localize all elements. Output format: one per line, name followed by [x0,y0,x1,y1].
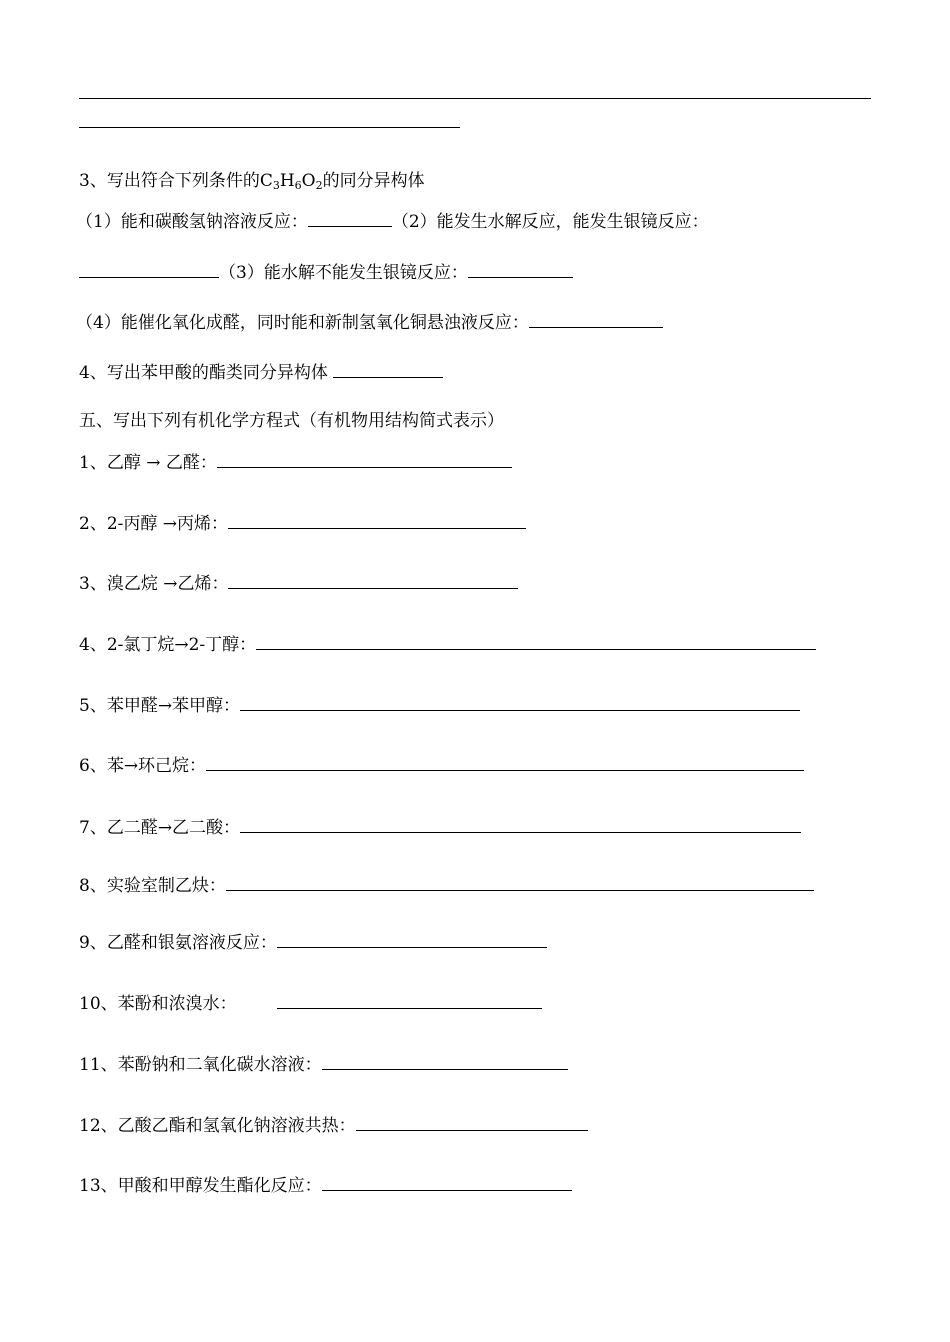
equation-13-label: 13、甲酸和甲醇发生酯化反应： [79,1176,322,1196]
equation-4-label: 4、2-氯丁烷→2-丁醇： [79,635,257,655]
q3-part-4-label: （4）能催化氧化成醛，同时能和新制氢氧化铜悬浊液反应： [76,313,529,333]
equation-10 [79,991,542,1015]
equation-5 [79,693,800,717]
equation-5-label: 5、苯甲醛→苯甲醇： [79,696,241,716]
equation-9-blank[interactable] [277,930,547,948]
equation-8-label: 8、实验室制乙炔： [79,876,226,896]
equation-8-blank[interactable] [226,873,814,891]
q4-label: 4、写出苯甲酸的酯类同分异构体 [79,363,328,383]
equation-6 [79,753,804,777]
equation-11-blank[interactable] [322,1052,568,1070]
equation-4 [79,632,816,656]
equation-13-blank[interactable] [322,1173,572,1191]
answer-line-top-1 [79,98,871,99]
q3-part-2-label: （2）能发生水解反应，能发生银镜反应： [391,212,709,232]
answer-line-top-2 [79,127,460,128]
q4-blank[interactable] [333,360,443,378]
question-4 [79,360,443,384]
equation-7 [79,815,801,839]
equation-12-blank[interactable] [356,1113,588,1131]
equation-4-blank[interactable] [256,632,816,650]
question-3-part-4 [76,310,663,334]
equation-8 [79,873,814,897]
equation-11-label: 11、苯酚钠和二氧化碳水溶液： [79,1055,322,1075]
q3-part-3-label: （3）能水解不能发生银镜反应： [219,263,468,283]
equation-10-blank[interactable] [277,991,542,1009]
equation-5-blank[interactable] [240,693,800,711]
q3-part-2-blank[interactable] [79,260,219,278]
section-5-heading-text: 五、写出下列有机化学方程式（有机物用结构简式表示） [79,411,504,431]
q3-part-1-blank[interactable] [308,209,392,227]
equation-1-blank[interactable] [217,450,512,468]
q3-part-1-label: （1）能和碳酸氢钠溶液反应： [76,212,308,232]
equation-9 [79,930,547,954]
question-3-title [79,170,425,192]
equation-1-label: 1、乙醇 → 乙醛： [79,453,217,473]
q3-title-text: 3、写出符合下列条件的 [79,171,260,191]
equation-7-label: 7、乙二醛→乙二酸： [79,818,241,838]
equation-3-label: 3、溴乙烷 →乙烯： [79,574,229,594]
equation-9-label: 9、乙醛和银氨溶液反应： [79,933,277,953]
equation-11 [79,1052,568,1076]
equation-7-blank[interactable] [240,815,801,833]
equation-2-label: 2、2-丙醇 →丙烯： [79,514,229,534]
question-3-part-1-2 [76,209,709,233]
question-3-part-3 [79,260,573,284]
equation-3-blank[interactable] [228,571,518,589]
section-5-heading [79,410,504,432]
equation-10-label: 10、苯酚和浓溴水： [79,994,237,1014]
equation-6-blank[interactable] [206,753,804,771]
equation-2 [79,511,526,535]
q3-title-suffix: 的同分异构体 [322,171,425,191]
equation-1 [79,450,512,474]
formula-c3h6o2: $C_3H_6O_2$ [259,171,323,192]
equation-3 [79,571,518,595]
equation-13 [79,1173,572,1197]
equation-12 [79,1113,588,1137]
equation-2-blank[interactable] [228,511,526,529]
equation-6-label: 6、苯→环己烷： [79,756,207,776]
q3-part-4-blank[interactable] [529,310,663,328]
q3-part-3-blank[interactable] [468,260,573,278]
equation-12-label: 12、乙酸乙酯和氢氧化钠溶液共热： [79,1116,356,1136]
